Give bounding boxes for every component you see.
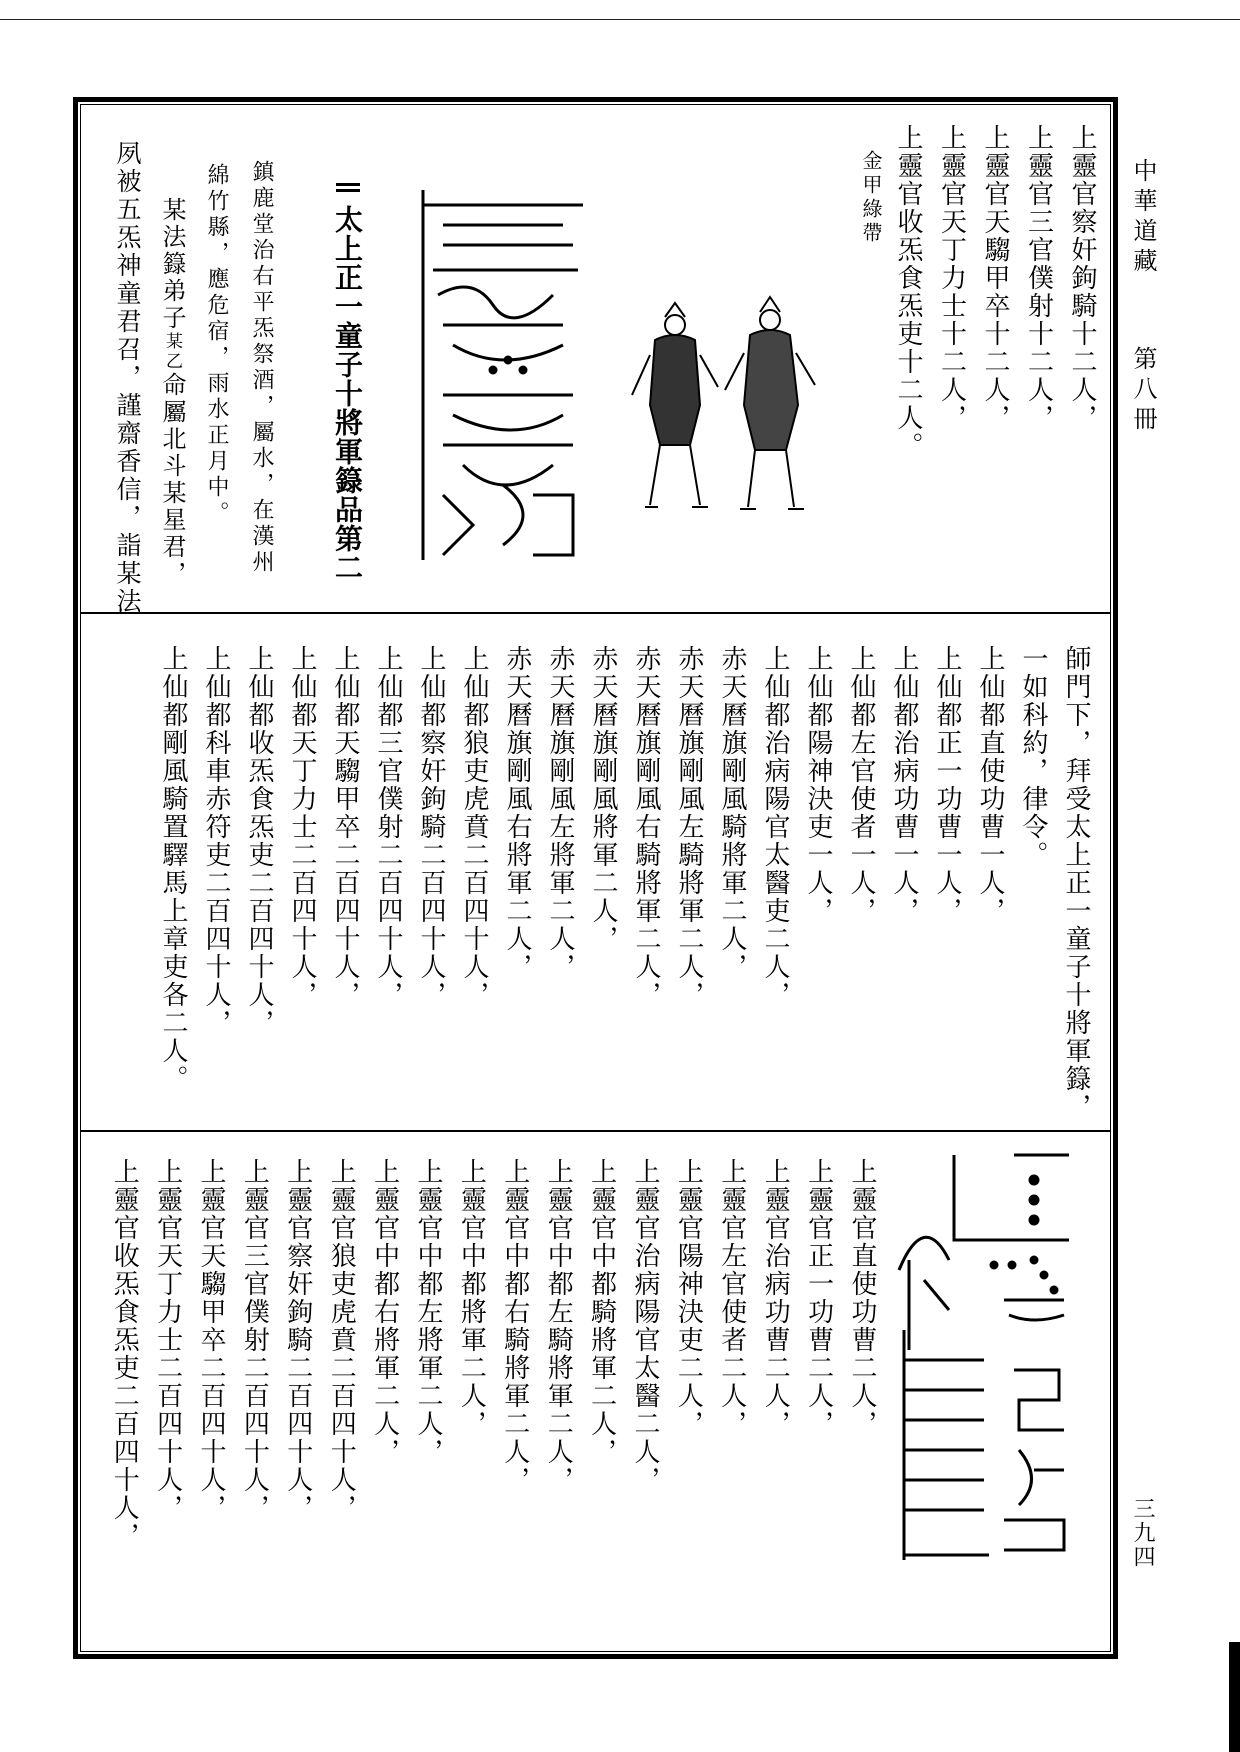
bottom-text-line: 上靈官陽神決吏二人， (673, 1158, 704, 1438)
bottom-text-line: 上靈官三官僕射二百四十人， (239, 1158, 270, 1522)
middle-text-line: 上仙都正一功曹一人， (932, 645, 962, 925)
bottom-text-line: 上靈官收炁食炁吏二百四十人， (109, 1158, 140, 1550)
top-text-line: 上靈官察奸鉤騎十二人， (1067, 124, 1097, 432)
section-divider-top (80, 612, 1111, 614)
bottom-text-line: 上靈官直使功曹二人， (847, 1158, 877, 1438)
top-text-line: 上靈官天騶甲卒十二人， (980, 124, 1010, 432)
middle-text-line: 上仙都治病功曹一人， (889, 645, 919, 925)
talisman-top (413, 185, 593, 565)
bottom-text-line: 上靈官天騶甲卒二百四十人， (196, 1158, 226, 1522)
top-text-line: 上靈官天丁力士十二人， (936, 124, 967, 432)
middle-text-line: 上仙都天丁力士二百四十人， (287, 645, 317, 1009)
placeholder-name-small: 某乙 (162, 332, 182, 372)
middle-text-line: 赤天曆旗剛風將軍二人， (588, 645, 618, 953)
middle-text-line: 上仙都天騶甲卒二百四十人， (330, 645, 360, 1009)
middle-text-line: 師門下，拜受太上正一童子十將軍籙， (1061, 645, 1091, 1121)
bottom-text-line: 上靈官正一功曹二人， (803, 1158, 834, 1438)
middle-text-line: 赤天曆旗剛風右將軍二人， (502, 645, 532, 981)
bottom-text-line: 上靈官中都右騎將軍二人， (499, 1158, 530, 1494)
bottom-text-line: 上靈官狼吏虎賁二百四十人， (326, 1158, 357, 1522)
middle-text-line: 赤天曆旗剛風左騎將軍二人， (674, 645, 704, 1009)
running-head-collection: 中華道藏 (1129, 158, 1157, 278)
top-text-line: 上靈官收炁食炁吏十二人。 (893, 124, 923, 460)
annotation-line-1: 鎮鹿堂治右平炁祭酒，屬水，在漢州 (249, 160, 274, 576)
disciple-line-text: 某法籙弟子 (158, 197, 186, 332)
summons-line: 夙被五炁神童君召，謹齋香信，詣某法 (113, 140, 142, 616)
general-figure-left (632, 303, 718, 507)
general-figure-right (725, 297, 815, 509)
chapter-title: 太上正一童子十將軍籙品第二 (331, 205, 364, 582)
disciple-line-text-2: 命屬北斗某星君， (158, 372, 186, 588)
annotation-line-2: 綿竹縣，應危宿，雨水正月中。 (204, 163, 229, 527)
chapter-title-mark (336, 183, 360, 199)
bottom-text-line: 上靈官中都將軍二人， (456, 1158, 487, 1438)
middle-text-line: 上仙都三官僕射二百四十人， (373, 645, 403, 1009)
middle-text-line: 上仙都收炁食炁吏二百四十人， (244, 645, 274, 1037)
middle-text-line: 上仙都治病陽官太醫吏二人， (760, 645, 790, 1009)
middle-text-line: 赤天曆旗剛風右騎將軍二人， (631, 645, 661, 1009)
bottom-text-line: 上靈官治病功曹二人， (760, 1158, 791, 1438)
bottom-text-line: 上靈官左官使者二人， (716, 1158, 747, 1438)
middle-text-line: 上仙都剛風騎置驛馬上章吏各二人。 (158, 645, 188, 1093)
bottom-text-line: 上靈官中都騎將軍二人， (586, 1158, 617, 1466)
bottom-text-line: 上靈官察奸鉤騎二百四十人， (282, 1158, 313, 1522)
middle-text-line: 上仙都陽神決吏一人， (803, 645, 833, 925)
middle-text-line: 上仙都直使功曹一人， (975, 645, 1005, 925)
bottom-text-line: 上靈官治病陽官太醫二人， (630, 1158, 660, 1494)
disciple-line (160, 197, 184, 588)
page-top-rule (0, 19, 1240, 20)
talisman-bottom (894, 1150, 1074, 1565)
middle-text-line: 上仙都察奸鉤騎二百四十人， (416, 645, 446, 1009)
middle-text-line: 上仙都狼吏虎賁二百四十人， (459, 645, 489, 1009)
scan-edge-mark (1229, 1642, 1240, 1752)
bottom-text-line: 上靈官中都左騎將軍二人， (543, 1158, 574, 1494)
section-divider-bottom (80, 1130, 1111, 1132)
middle-text-line: 一如科約，律令。 (1018, 645, 1048, 869)
running-head-volume: 第八冊 (1129, 346, 1157, 436)
middle-text-line: 赤天曆旗剛風騎將軍二人， (717, 645, 747, 981)
middle-text-line: 赤天曆旗剛風左將軍二人， (545, 645, 575, 981)
middle-text-line: 上仙都科車赤符吏二百四十人， (201, 645, 231, 1037)
middle-text-line: 上仙都左官使者一人， (846, 645, 876, 925)
bottom-text-line: 上靈官中都左將軍二人， (413, 1158, 443, 1466)
bottom-text-line: 上靈官天丁力士二百四十人， (152, 1158, 183, 1522)
bottom-text-line: 上靈官中都右將軍二人， (369, 1158, 400, 1466)
illustration-caption: 金甲綠帶 (859, 150, 883, 246)
page-number: 三九四 (1130, 1497, 1155, 1569)
top-text-line: 上靈官三官僕射十二人， (1023, 124, 1054, 432)
general-figures-illustration (620, 295, 835, 520)
